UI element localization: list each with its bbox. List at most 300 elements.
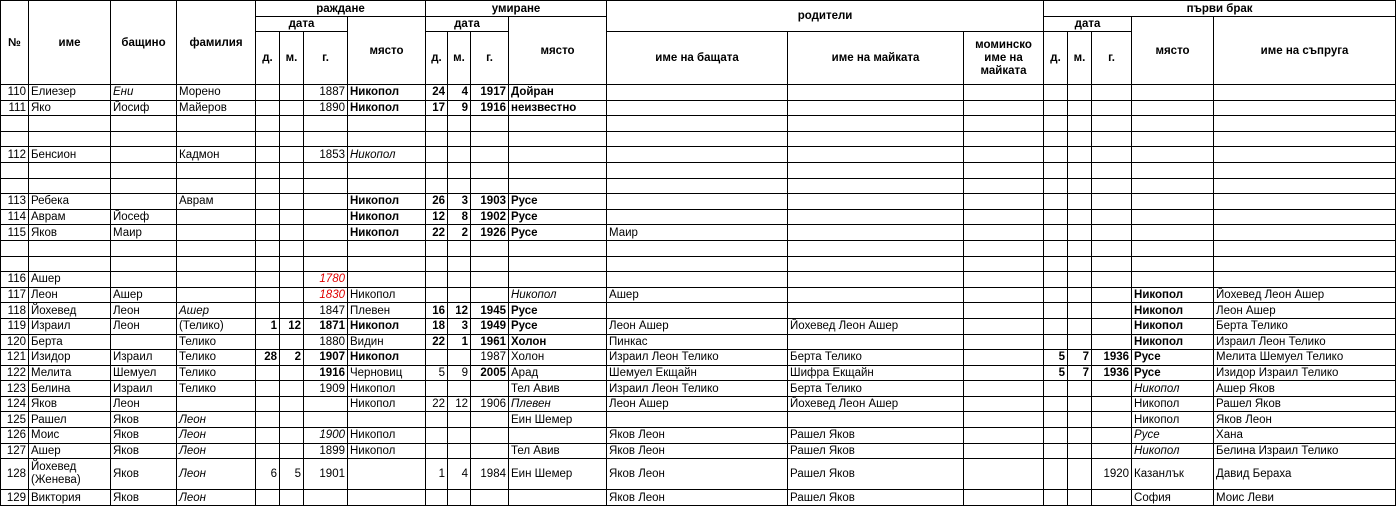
cell-birth-place: Никопол: [348, 287, 426, 303]
cell-birth-day: [256, 225, 280, 241]
cell-surname: Кадмон: [177, 147, 256, 163]
cell-death-month: 9: [448, 365, 471, 381]
cell-marriage-month: [1068, 209, 1092, 225]
cell-death-year: [471, 240, 509, 256]
cell-patronymic: [111, 240, 177, 256]
table-row: [1, 490, 1396, 506]
cell-death-day: [426, 116, 448, 132]
cell-death-year: [471, 178, 509, 194]
birth-day: д.: [256, 32, 280, 85]
cell-name: [29, 240, 111, 256]
group-marriage: първи брак: [1044, 1, 1396, 17]
cell-death-month: 12: [448, 396, 471, 412]
cell-death-year: [471, 147, 509, 163]
cell-death-year: [471, 428, 509, 444]
cell-mother: [788, 147, 964, 163]
cell-surname: Телико: [177, 350, 256, 366]
cell-patronymic: Ени: [111, 85, 177, 101]
cell-birth-place: [348, 162, 426, 178]
cell-death-month: [448, 131, 471, 147]
cell-birth-month: [280, 303, 304, 319]
cell-marriage-place: [1132, 100, 1214, 116]
cell-patronymic: Леон: [111, 318, 177, 334]
table-row: [1, 194, 1396, 210]
table-header: [1, 1, 1396, 85]
cell-marriage-place: Русе: [1132, 365, 1214, 381]
cell-death-day: [426, 490, 448, 506]
cell-spouse: Белина Израил Телико: [1214, 443, 1396, 459]
cell-spouse: [1214, 256, 1396, 272]
cell-death-year: [471, 131, 509, 147]
table-row: [1, 334, 1396, 350]
cell-birth-month: 5: [280, 459, 304, 490]
cell-name: Ашер: [29, 443, 111, 459]
cell-death-year: [471, 381, 509, 397]
marriage-month: м.: [1068, 32, 1092, 85]
cell-birth-month: [280, 365, 304, 381]
cell-spouse: [1214, 162, 1396, 178]
cell-mother: Шифра Екщайн: [788, 365, 964, 381]
cell-marriage-day: [1044, 287, 1068, 303]
cell-maiden: [964, 287, 1044, 303]
cell-marriage-day: [1044, 162, 1068, 178]
cell-spouse: [1214, 272, 1396, 288]
row-number: 116: [1, 272, 29, 288]
cell-death-day: 16: [426, 303, 448, 319]
cell-birth-place: Никопол: [348, 318, 426, 334]
cell-maiden: [964, 209, 1044, 225]
cell-spouse: Хана: [1214, 428, 1396, 444]
cell-maiden: [964, 318, 1044, 334]
cell-birth-place: Никопол: [348, 443, 426, 459]
cell-father: [607, 209, 788, 225]
marriage-day: д.: [1044, 32, 1068, 85]
cell-birth-month: [280, 256, 304, 272]
cell-marriage-day: [1044, 318, 1068, 334]
cell-death-month: 4: [448, 85, 471, 101]
cell-mother: [788, 272, 964, 288]
cell-patronymic: Леон: [111, 303, 177, 319]
cell-surname: Телико: [177, 381, 256, 397]
cell-birth-place: [348, 240, 426, 256]
cell-maiden: [964, 131, 1044, 147]
cell-birth-day: [256, 365, 280, 381]
table-row: [1, 318, 1396, 334]
cell-death-year: [471, 162, 509, 178]
cell-birth-year: [304, 209, 348, 225]
cell-marriage-place: [1132, 178, 1214, 194]
cell-surname: [177, 116, 256, 132]
cell-death-year: 2005: [471, 365, 509, 381]
cell-surname: Телико: [177, 365, 256, 381]
cell-birth-day: [256, 334, 280, 350]
cell-father: [607, 412, 788, 428]
cell-death-month: [448, 116, 471, 132]
cell-death-day: 5: [426, 365, 448, 381]
cell-death-day: 26: [426, 194, 448, 210]
table-row: [1, 381, 1396, 397]
cell-maiden: [964, 162, 1044, 178]
cell-mother: [788, 116, 964, 132]
cell-marriage-place: Никопол: [1132, 381, 1214, 397]
cell-death-month: 4: [448, 459, 471, 490]
cell-death-place: Русе: [509, 194, 607, 210]
table-row: [1, 256, 1396, 272]
cell-birth-place: [348, 178, 426, 194]
cell-maiden: [964, 100, 1044, 116]
cell-birth-year: 1907: [304, 350, 348, 366]
cell-death-month: [448, 287, 471, 303]
cell-birth-place: Черновиц: [348, 365, 426, 381]
row-number: 118: [1, 303, 29, 319]
cell-surname: Аврам: [177, 194, 256, 210]
cell-father: Пинкас: [607, 334, 788, 350]
cell-death-year: 1926: [471, 225, 509, 241]
cell-maiden: [964, 147, 1044, 163]
cell-birth-year: 1847: [304, 303, 348, 319]
table-row: [1, 85, 1396, 101]
cell-father: [607, 256, 788, 272]
table-row: [1, 428, 1396, 444]
cell-birth-year: [304, 490, 348, 506]
cell-death-day: [426, 287, 448, 303]
row-number: 129: [1, 490, 29, 506]
cell-death-place: [509, 272, 607, 288]
cell-marriage-month: [1068, 381, 1092, 397]
cell-birth-place: Никопол: [348, 381, 426, 397]
row-number: 127: [1, 443, 29, 459]
cell-spouse: [1214, 116, 1396, 132]
cell-marriage-year: 1936: [1092, 365, 1132, 381]
cell-death-place: [509, 162, 607, 178]
row-number: [1, 178, 29, 194]
cell-birth-month: [280, 100, 304, 116]
cell-death-day: [426, 272, 448, 288]
cell-mother: Рашел Яков: [788, 428, 964, 444]
cell-mother: Берта Телико: [788, 350, 964, 366]
cell-marriage-day: [1044, 334, 1068, 350]
cell-father: [607, 116, 788, 132]
cell-death-day: [426, 178, 448, 194]
cell-death-year: 1902: [471, 209, 509, 225]
cell-marriage-place: [1132, 272, 1214, 288]
mother-name: име на майката: [788, 32, 964, 85]
cell-marriage-month: [1068, 287, 1092, 303]
cell-spouse: Йохевед Леон Ашер: [1214, 287, 1396, 303]
cell-marriage-year: [1092, 334, 1132, 350]
row-number: [1, 162, 29, 178]
cell-birth-place: Никопол: [348, 225, 426, 241]
cell-marriage-year: [1092, 318, 1132, 334]
cell-death-month: [448, 490, 471, 506]
cell-maiden: [964, 459, 1044, 490]
cell-death-place: Арад: [509, 365, 607, 381]
cell-death-year: [471, 116, 509, 132]
cell-marriage-month: [1068, 443, 1092, 459]
cell-mother: Йохевед Леон Ашер: [788, 396, 964, 412]
cell-death-day: [426, 428, 448, 444]
row-number: 113: [1, 194, 29, 210]
cell-marriage-month: [1068, 100, 1092, 116]
cell-surname: Морено: [177, 85, 256, 101]
cell-marriage-year: [1092, 116, 1132, 132]
cell-birth-day: [256, 381, 280, 397]
cell-death-day: [426, 381, 448, 397]
cell-name: Елиезер: [29, 85, 111, 101]
cell-birth-year: 1909: [304, 381, 348, 397]
cell-name: Изидор: [29, 350, 111, 366]
cell-maiden: [964, 256, 1044, 272]
cell-birth-place: [348, 116, 426, 132]
father-name: име на бащата: [607, 32, 788, 85]
group-death: умиране: [426, 1, 607, 17]
cell-birth-year: [304, 256, 348, 272]
marriage-date: дата: [1044, 17, 1132, 32]
cell-name: Бенсион: [29, 147, 111, 163]
cell-birth-place: [348, 256, 426, 272]
cell-birth-day: [256, 178, 280, 194]
cell-name: Яков: [29, 396, 111, 412]
cell-birth-month: 2: [280, 350, 304, 366]
cell-father: Израил Леон Телико: [607, 381, 788, 397]
cell-birth-year: 1900: [304, 428, 348, 444]
cell-marriage-place: Никопол: [1132, 334, 1214, 350]
cell-marriage-day: [1044, 381, 1068, 397]
cell-birth-month: [280, 194, 304, 210]
cell-marriage-year: [1092, 147, 1132, 163]
cell-maiden: [964, 365, 1044, 381]
cell-birth-month: [280, 178, 304, 194]
cell-birth-month: [280, 147, 304, 163]
cell-marriage-place: Никопол: [1132, 287, 1214, 303]
cell-birth-year: 1899: [304, 443, 348, 459]
table-row: [1, 272, 1396, 288]
cell-death-month: 1: [448, 334, 471, 350]
cell-spouse: [1214, 100, 1396, 116]
group-parents: родители: [607, 1, 1044, 32]
cell-death-day: 12: [426, 209, 448, 225]
cell-birth-month: [280, 116, 304, 132]
cell-surname: [177, 225, 256, 241]
cell-spouse: Изидор Израил Телико: [1214, 365, 1396, 381]
cell-birth-day: [256, 209, 280, 225]
cell-name: Яков: [29, 225, 111, 241]
col-name: име: [29, 1, 111, 85]
cell-surname: Леон: [177, 459, 256, 490]
cell-marriage-month: [1068, 162, 1092, 178]
cell-spouse: Леон Ашер: [1214, 303, 1396, 319]
cell-name: [29, 178, 111, 194]
cell-birth-day: [256, 256, 280, 272]
cell-birth-month: [280, 162, 304, 178]
death-day: д.: [426, 32, 448, 85]
cell-marriage-year: [1092, 209, 1132, 225]
cell-marriage-place: Никопол: [1132, 396, 1214, 412]
cell-death-day: 1: [426, 459, 448, 490]
cell-marriage-month: [1068, 85, 1092, 101]
cell-death-day: 18: [426, 318, 448, 334]
cell-name: Леон: [29, 287, 111, 303]
cell-surname: Леон: [177, 443, 256, 459]
row-number: 114: [1, 209, 29, 225]
row-number: 115: [1, 225, 29, 241]
cell-birth-place: Никопол: [348, 85, 426, 101]
cell-father: [607, 100, 788, 116]
cell-maiden: [964, 116, 1044, 132]
table-row: [1, 240, 1396, 256]
cell-death-month: 2: [448, 225, 471, 241]
cell-father: [607, 303, 788, 319]
cell-birth-month: [280, 381, 304, 397]
cell-death-month: [448, 272, 471, 288]
cell-maiden: [964, 240, 1044, 256]
cell-birth-day: [256, 490, 280, 506]
cell-marriage-year: [1092, 85, 1132, 101]
cell-birth-place: Никопол: [348, 147, 426, 163]
cell-maiden: [964, 272, 1044, 288]
cell-marriage-month: [1068, 240, 1092, 256]
cell-marriage-day: [1044, 131, 1068, 147]
cell-name: Аврам: [29, 209, 111, 225]
cell-birth-month: [280, 412, 304, 428]
cell-birth-day: [256, 303, 280, 319]
death-date: дата: [426, 17, 509, 32]
cell-marriage-month: [1068, 131, 1092, 147]
cell-marriage-month: [1068, 147, 1092, 163]
cell-birth-year: 1890: [304, 100, 348, 116]
cell-marriage-year: [1092, 178, 1132, 194]
cell-marriage-day: [1044, 100, 1068, 116]
cell-mother: [788, 412, 964, 428]
cell-death-place: Никопол: [509, 287, 607, 303]
cell-marriage-year: 1920: [1092, 459, 1132, 490]
cell-patronymic: Яков: [111, 428, 177, 444]
cell-mother: [788, 303, 964, 319]
cell-marriage-day: [1044, 240, 1068, 256]
cell-marriage-place: Русе: [1132, 350, 1214, 366]
cell-marriage-day: [1044, 428, 1068, 444]
table-row: [1, 147, 1396, 163]
row-number: 122: [1, 365, 29, 381]
cell-patronymic: Израил: [111, 350, 177, 366]
row-number: 120: [1, 334, 29, 350]
cell-marriage-place: [1132, 194, 1214, 210]
cell-marriage-month: 7: [1068, 350, 1092, 366]
cell-birth-day: [256, 396, 280, 412]
cell-maiden: [964, 443, 1044, 459]
cell-mother: [788, 209, 964, 225]
cell-mother: Рашел Яков: [788, 443, 964, 459]
row-number: 126: [1, 428, 29, 444]
cell-death-year: [471, 287, 509, 303]
cell-birth-place: [348, 459, 426, 490]
cell-maiden: [964, 85, 1044, 101]
row-number: 124: [1, 396, 29, 412]
cell-name: Ребека: [29, 194, 111, 210]
cell-birth-place: [348, 412, 426, 428]
cell-birth-day: [256, 85, 280, 101]
cell-marriage-month: [1068, 225, 1092, 241]
cell-birth-year: [304, 396, 348, 412]
cell-birth-day: [256, 443, 280, 459]
cell-father: [607, 85, 788, 101]
table-body: [1, 85, 1396, 506]
cell-marriage-month: [1068, 303, 1092, 319]
cell-death-day: [426, 131, 448, 147]
cell-death-year: 1916: [471, 100, 509, 116]
cell-death-month: 3: [448, 194, 471, 210]
cell-surname: Леон: [177, 428, 256, 444]
cell-death-month: [448, 428, 471, 444]
cell-birth-day: [256, 428, 280, 444]
cell-birth-year: [304, 162, 348, 178]
row-number: 117: [1, 287, 29, 303]
cell-death-month: [448, 178, 471, 194]
cell-marriage-month: [1068, 194, 1092, 210]
cell-birth-year: [304, 178, 348, 194]
cell-spouse: Израил Леон Телико: [1214, 334, 1396, 350]
col-no: №: [1, 1, 29, 85]
cell-spouse: [1214, 147, 1396, 163]
cell-father: [607, 147, 788, 163]
cell-death-place: Еин Шемер: [509, 412, 607, 428]
row-number: [1, 256, 29, 272]
cell-marriage-year: [1092, 256, 1132, 272]
cell-death-year: [471, 490, 509, 506]
cell-death-year: 1984: [471, 459, 509, 490]
cell-death-place: Дойран: [509, 85, 607, 101]
cell-marriage-day: [1044, 396, 1068, 412]
cell-birth-month: [280, 272, 304, 288]
cell-marriage-day: [1044, 147, 1068, 163]
cell-marriage-day: [1044, 85, 1068, 101]
cell-name: Белина: [29, 381, 111, 397]
row-number: [1, 240, 29, 256]
cell-marriage-place: Никопол: [1132, 412, 1214, 428]
cell-patronymic: Шемуел: [111, 365, 177, 381]
cell-birth-month: [280, 240, 304, 256]
cell-marriage-month: [1068, 318, 1092, 334]
row-number: 123: [1, 381, 29, 397]
table-row: [1, 131, 1396, 147]
table-row: [1, 162, 1396, 178]
table-row: [1, 100, 1396, 116]
cell-birth-day: [256, 412, 280, 428]
cell-death-month: [448, 162, 471, 178]
cell-death-place: Русе: [509, 225, 607, 241]
cell-patronymic: Ашер: [111, 287, 177, 303]
marriage-place: място: [1132, 17, 1214, 85]
cell-birth-year: 1780: [304, 272, 348, 288]
cell-patronymic: [111, 162, 177, 178]
cell-death-day: [426, 240, 448, 256]
cell-birth-day: [256, 147, 280, 163]
cell-maiden: [964, 396, 1044, 412]
cell-marriage-day: 5: [1044, 350, 1068, 366]
cell-birth-place: Никопол: [348, 428, 426, 444]
cell-name: Ашер: [29, 272, 111, 288]
cell-surname: Леон: [177, 490, 256, 506]
cell-name: [29, 256, 111, 272]
cell-name: Израил: [29, 318, 111, 334]
cell-death-day: [426, 256, 448, 272]
cell-marriage-place: [1132, 209, 1214, 225]
cell-death-day: [426, 443, 448, 459]
cell-marriage-day: [1044, 303, 1068, 319]
cell-death-year: 1917: [471, 85, 509, 101]
table-row: [1, 178, 1396, 194]
cell-father: Яков Леон: [607, 459, 788, 490]
